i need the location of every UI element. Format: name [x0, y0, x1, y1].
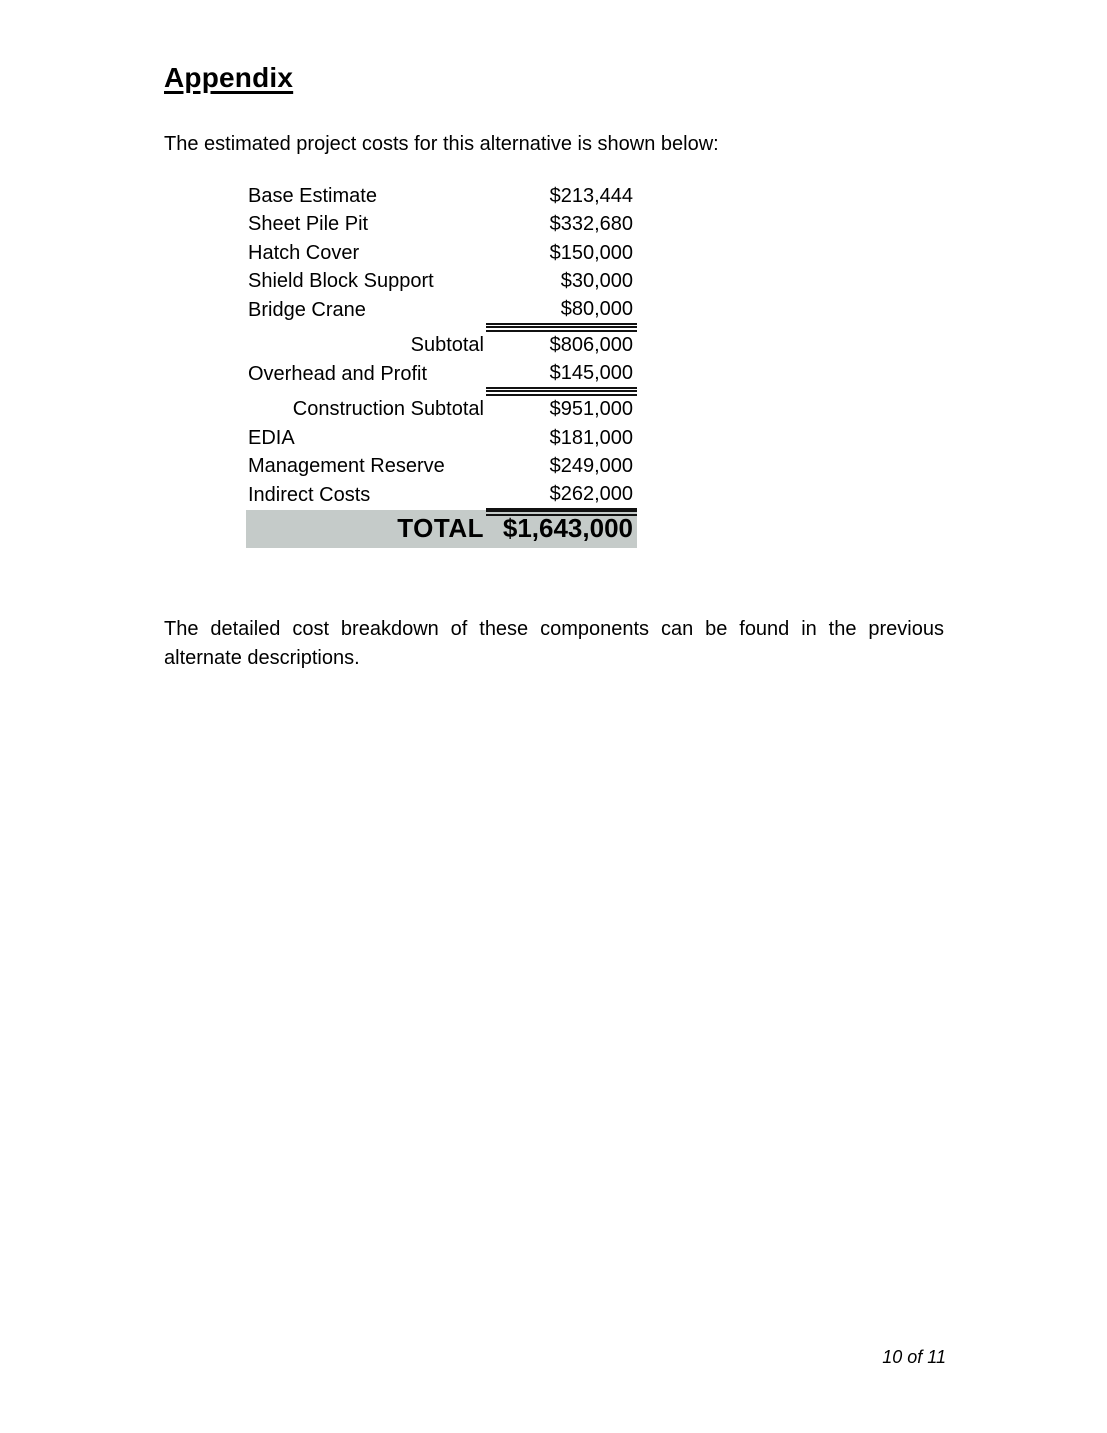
table-row: [246, 360, 637, 389]
row-amount: $806,000: [549, 334, 633, 357]
total-amount: $1,643,000: [502, 513, 633, 543]
row-amount: $332,680: [549, 213, 633, 236]
table-row: [246, 296, 637, 325]
page-number: 10 of 11: [882, 1347, 946, 1367]
accounting-rule: [246, 389, 637, 396]
table-row: [246, 182, 637, 211]
row-label: Management Reserve: [248, 455, 445, 478]
row-label: Base Estimate: [248, 184, 377, 207]
table-row: [246, 268, 637, 297]
row-amount: $80,000: [486, 296, 637, 325]
row-amount: $150,000: [549, 241, 633, 264]
page-title: Appendix: [164, 62, 294, 93]
row-amount: $951,000: [549, 398, 633, 421]
table-row: [246, 481, 637, 510]
row-label: EDIA: [248, 426, 295, 449]
table-row-subtotal: [246, 396, 637, 425]
cost-table: [246, 182, 637, 548]
row-amount: $30,000: [560, 270, 633, 293]
row-label: Bridge Crane: [248, 298, 366, 321]
row-label: Indirect Costs: [248, 483, 371, 506]
closing-line-2: alternate descriptions.: [164, 647, 360, 669]
table-row: [246, 453, 637, 482]
double-rule-line: [486, 510, 637, 516]
row-amount: $145,000: [486, 360, 637, 389]
total-label: TOTAL: [397, 513, 484, 543]
row-label: Sheet Pile Pit: [248, 213, 369, 236]
accounting-rule: [246, 325, 637, 332]
row-amount: $262,000: [486, 481, 637, 510]
closing-line-1: The detailed cost breakdown of these components can be found in the previous: [164, 618, 944, 640]
table-row: [246, 211, 637, 240]
table-row: [246, 424, 637, 453]
row-label: Overhead and Profit: [248, 362, 427, 385]
row-amount: $181,000: [549, 426, 633, 449]
row-amount: $213,444: [549, 184, 633, 207]
row-label: Subtotal: [410, 334, 484, 357]
row-label: Shield Block Support: [248, 270, 434, 293]
row-amount: $249,000: [549, 455, 633, 478]
table-row: [246, 239, 637, 268]
intro-paragraph: The estimated project costs for this alternative is shown below:: [164, 133, 719, 155]
closing-paragraph: [164, 615, 944, 673]
table-row-subtotal: [246, 332, 637, 361]
table-total-row: [246, 510, 637, 548]
row-label: Hatch Cover: [248, 241, 360, 264]
row-label: Construction Subtotal: [292, 398, 484, 421]
